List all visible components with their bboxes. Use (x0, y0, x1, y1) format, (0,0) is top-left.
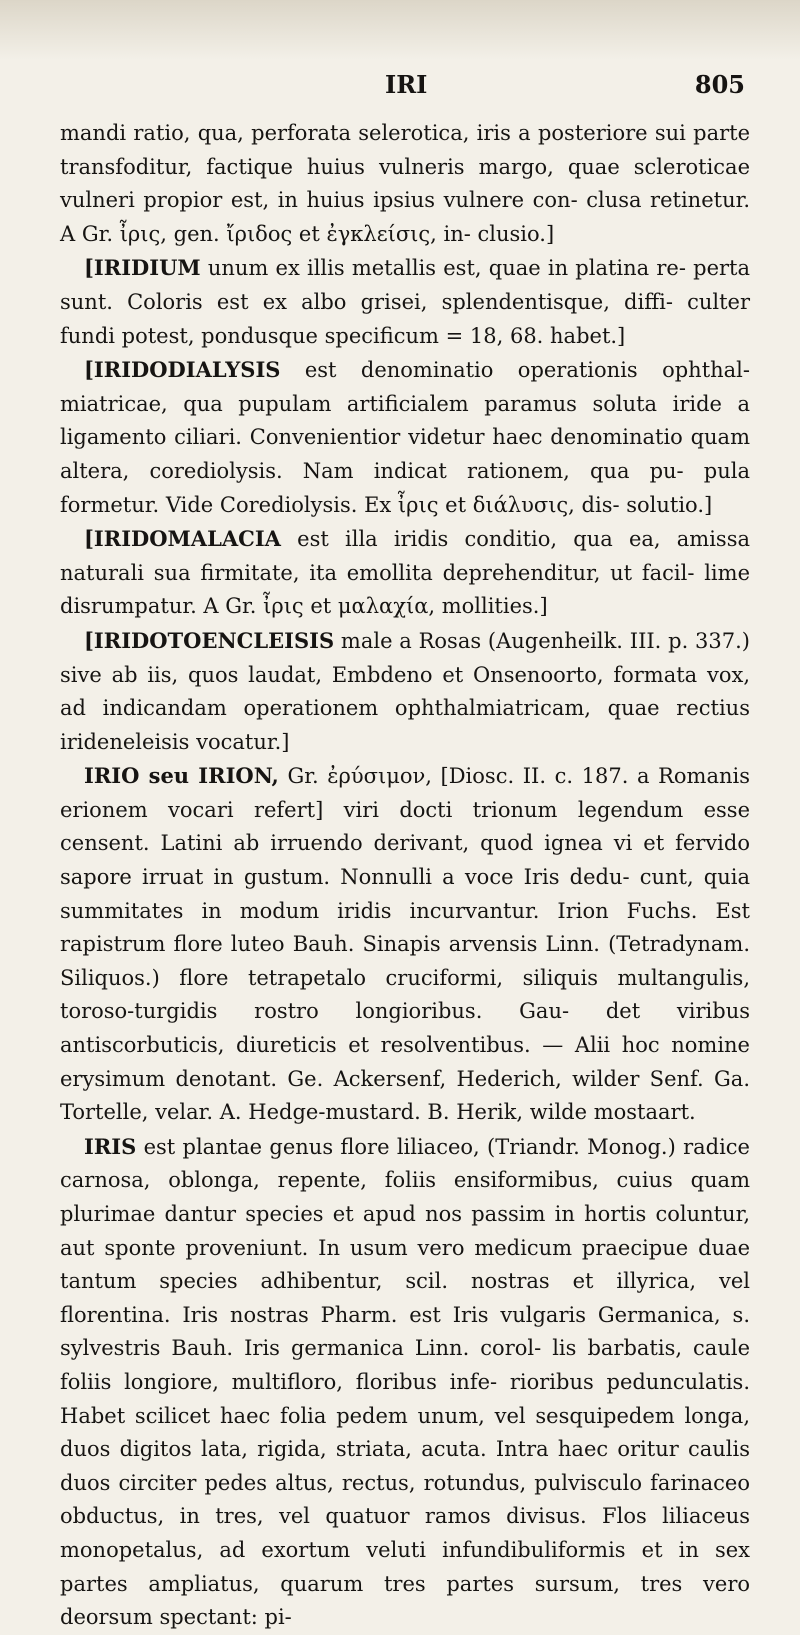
entry-headword: IRIS (84, 1133, 137, 1159)
entry-headword: IRIO seu IRION, (84, 763, 279, 789)
entry-text: est illa iridis conditio, qua ea, amissa naturali sua firmitate, ita emollita deprehenditur, ut facil- lime disrumpatur. A Gr. ἶρις et μαλαχία, mollities.] (60, 527, 750, 619)
entry-irio (60, 759, 750, 1130)
entry-iridotoencleisis (60, 624, 750, 759)
running-head-word: IRI (385, 70, 428, 99)
entry-continuation (60, 116, 750, 251)
scan-edge-shadow (0, 0, 800, 60)
entry-headword: [IRIDIUM (84, 255, 201, 281)
entry-headword: [IRIDODIALYSIS (84, 357, 281, 383)
entry-headword: [IRIDOMALACIA (84, 526, 281, 552)
entry-iridodialysis (60, 353, 750, 522)
entry-iridomalacia (60, 522, 750, 624)
page-number: 805 (694, 70, 745, 99)
entry-iris (60, 1130, 750, 1635)
entry-headword: [IRIDOTOENCLEISIS (84, 627, 335, 653)
entry-text: male a Rosas (Augenheilk. III. p. 337.) sive ab iis, quos laudat, Embdeno et Onsenoorto, formata vox, ad indicandam operationem ophthalmiatricam, quae rectius irideneleisis vocatur.] (60, 628, 750, 754)
entry-text: unum ex illis metallis est, quae in platina re- perta sunt. Coloris est ex albo grisei, splendentisque, diffi- culter fundi potest, pondusque specificum = 18, 68. habet.] (60, 256, 750, 348)
entry-text: est denominatio operationis ophthal- miatricae, qua pupulam artificialem paramus soluta iride a ligamento ciliari. Convenientior videtur haec denominatio quam altera, corediolysis. Nam indicat rationem, qua pu- pula formetur. Vide Corediolysis. Ex ἶρις et διάλυσις, dis- solutio.] (60, 358, 750, 517)
entry-iridium (60, 251, 750, 353)
entry-text: mandi ratio, qua, perforata selerotica, iris a posteriore sui parte transfoditur, factique huius vulneris margo, quae scleroticae vulneri propior est, in huius ipsius vulnere con- clusa retinetur. A Gr. ἶρις, gen. ἴριδος et ἐγκλείσις, in- clusio.] (60, 121, 750, 246)
text-body (60, 116, 750, 1635)
entry-text: est plantae genus flore liliaceo, (Triandr. Monog.) radice carnosa, oblonga, repente, foliis ensiformibus, cuius quam plurimae dantur species et apud nos passim in hortis coluntur, aut sponte proveniunt. In usum vero medicum praecipue duae tantum species adhibentur, scil. nostras et illyrica, vel florentina. Iris nostras Pharm. est Iris vulgaris Germanica, s. sylvestris Bauh. Iris germanica Linn. corol- lis barbatis, caule foliis longiore, multifloro, floribus infe- rioribus pedunculatis. Habet scilicet haec folia pedem unum, vel sesquipedem longa, duos digitos lata, rigida, striata, acuta. Intra haec oritur caulis duos circiter pedes altus, rectus, rotundus, pulvisculo farinaceo obductus, in tres, vel quatuor ramos divisus. Flos liliaceus monopetalus, ad exortum veluti infundibuliformis et in sex partes ampliatus, quarum tres partes sursum, tres vero deorsum spectant: pi- (60, 1134, 750, 1630)
entry-text: Gr. ἐρύσιμον, [Diosc. II. c. 187. a Romanis erionem vocari refert] viri docti trionum legendum esse censent. Latini ab irruendo derivant, quod ignea vi et fervido sapore irruat in gustum. Nonnulli a voce Iris dedu- cunt, quia summitates in modum iridis incurvantur. Irion Fuchs. Est rapistrum flore luteo Bauh. Sinapis arvensis Linn. (Tetradynam. Siliquos.) flore tetrapetalo cruciformi, siliquis multangulis, toroso-turgidis rostro longioribus. Gau- det viribus antiscorbuticis, diureticis et resolventibus. — Alii hoc nomine erysimum denotant. Ge. Ackersenf, Hederich, wilder Senf. Ga. Tortelle, velar. A. Hedge-mustard. B. Herik, wilde mostaart. (60, 764, 750, 1125)
running-head (60, 70, 755, 102)
